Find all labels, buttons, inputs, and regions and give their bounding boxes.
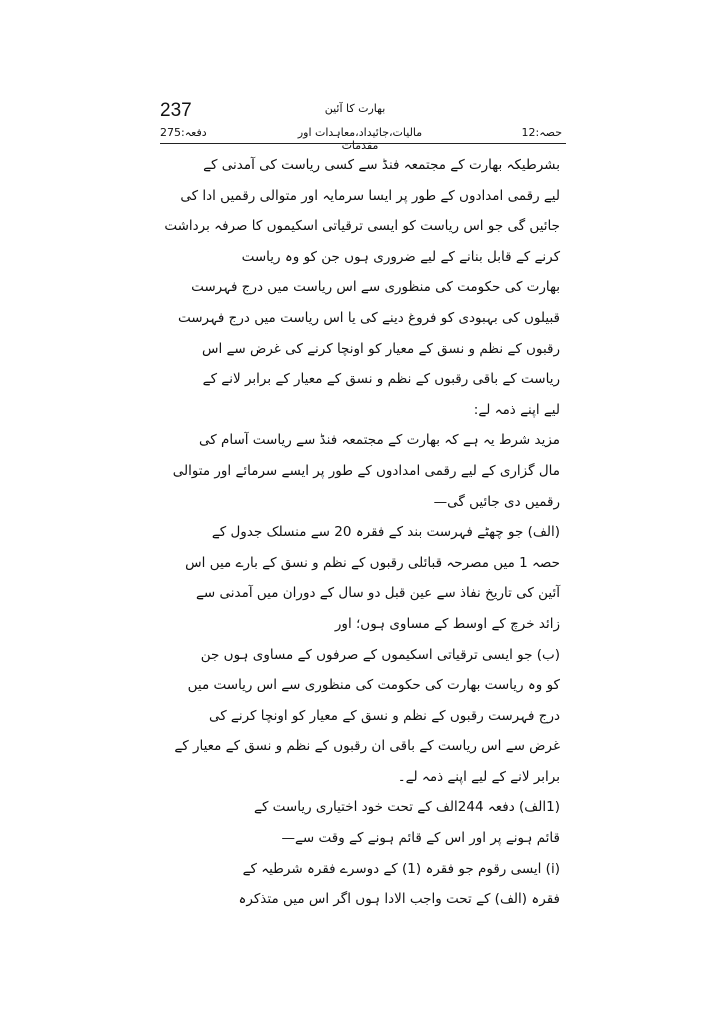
text-line: لیے رقمی امدادوں کے طور پر ایسا سرمایہ اور متوالی رقمیں ادا کی [180, 187, 560, 204]
text-line: مال گزاری کے لیے رقمی امدادوں کے طور پر ایسے سرمائے اور متوالی [172, 462, 560, 479]
text-line: (الف) جو چھٹے فہرست بند کے فقرہ 20 سے منسلک جدول کے [211, 524, 560, 541]
text-line: (i) ایسی رقوم جو فقرہ (1) کے دوسرے فقرہ شرطیہ کے [242, 860, 560, 877]
text-line: رقبوں کے نظم و نسق کے معیار کو اونچا کرنے کی غرض سے اس [201, 340, 560, 357]
text-line: مزید شرط یہ ہے کہ بھارت کے مجتمعہ فنڈ سے ریاست آسام کی [199, 432, 560, 449]
text-line: غرض سے اس ریاست کے باقی ان رقبوں کے نظم و نسق کے معیار کے [174, 738, 560, 755]
text-line: ریاست کے باقی رقبوں کے نظم و نسق کے معیار کے برابر لانے کے [202, 371, 560, 388]
text-line: (1الف) دفعہ 244الف کے تحت خود اختیاری ریاست کے [254, 799, 560, 816]
text-line: آئین کی تاریخ نفاذ سے عین قبل دو سال کے دوران میں آمدنی سے [196, 585, 560, 602]
text-line: جائیں گی جو اس ریاست کو ایسی ترقیاتی اسکیموں کا صرفہ برداشت [164, 218, 560, 235]
body-text [164, 150, 560, 915]
text-line: قبیلوں کی بہبودی کو فروغ دینے کی یا اس ریاست میں درج فہرست [177, 309, 560, 326]
text-line: کو وہ ریاست بھارت کی حکومت کی منظوری سے اس ریاست میں [187, 677, 560, 694]
text-line: (ب) جو ایسی ترقیاتی اسکیموں کے صرفوں کے مساوی ہوں جن [200, 646, 560, 663]
page-number: 237 [160, 100, 192, 121]
text-line: فقرہ (الف) کے تحت واجب الادا ہوں اگر اس میں متذکرہ [238, 891, 560, 908]
text-line: بشرطیکہ بھارت کے مجتمعہ فنڈ سے کسی ریاست کی آمدنی کے [203, 157, 560, 173]
text-line: بھارت کی حکومت کی منظوری سے اس ریاست میں درج فہرست [191, 279, 560, 296]
text-line: رقمیں دی جائیں گی— [433, 493, 560, 510]
text-line: قائم ہونے پر اور اس کے قائم ہونے کے وقت سے— [281, 830, 560, 847]
section-reference: دفعہ:275 [160, 126, 207, 139]
text-line: برابر لانے کے لیے اپنے ذمہ لے۔ [397, 768, 560, 785]
text-line: درج فہرست رقبوں کے نظم و نسق کے معیار کو اونچا کرنے کی [208, 707, 560, 724]
chapter-subtitle: مالیات،جائیداد،معاہدات اور مقدمات [297, 126, 423, 152]
part-reference: حصہ:12 [521, 126, 562, 139]
text-line: لیے اپنے ذمہ لے: [473, 401, 560, 418]
book-title: بھارت کا آئین [324, 102, 386, 115]
header-divider [160, 143, 566, 144]
text-line: کرنے کے قابل بنانے کے لیے ضروری ہوں جن کو وہ ریاست [241, 248, 560, 265]
text-line: زائد خرچ کے اوسط کے مساوی ہوں؛ اور [334, 615, 560, 632]
text-line: حصہ 1 میں مصرحہ قبائلی رقبوں کے نظم و نسق کے بارے میں اس [185, 554, 560, 571]
